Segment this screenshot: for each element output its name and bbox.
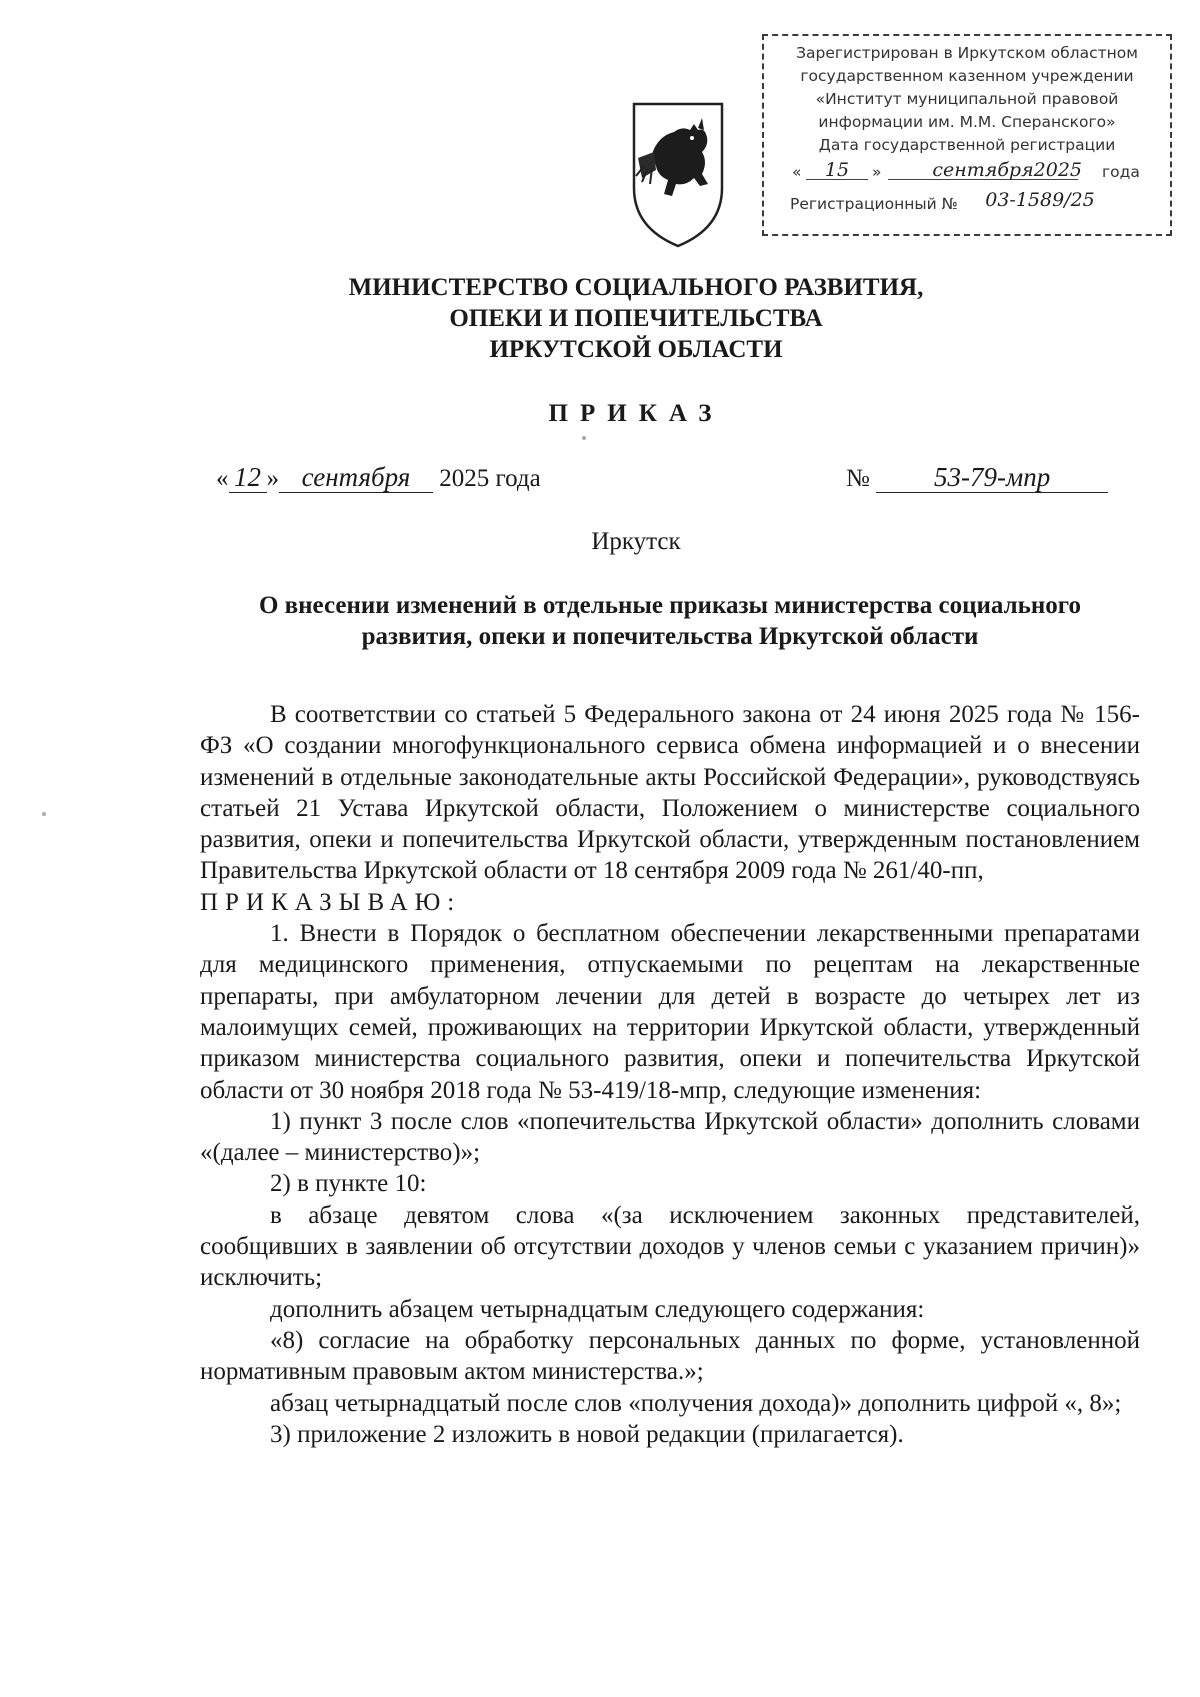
item-1-2-b-paragraph: дополнить абзацем четырнадцатым следующего содержания: [270, 1295, 925, 1323]
ministry-line: ИРКУТСКОЙ ОБЛАСТИ [489, 336, 783, 363]
registration-stamp [762, 34, 1172, 236]
stamp-quote-close: » [872, 163, 882, 181]
scan-speck [42, 812, 46, 816]
stamp-line: государственном казенном учреждении [800, 67, 1134, 85]
order-month: сентября [279, 462, 433, 493]
order-day: 12 [229, 462, 267, 493]
document-title [200, 590, 1140, 652]
item-1-1-paragraph: 1) пункт 3 после слов «попечительства Иркутской области» дополнить словами «(далее – министерство)»; [200, 1107, 1140, 1167]
stamp-quote-open: « [792, 163, 802, 181]
ministry-line: МИНИСТЕРСТВО СОЦИАЛЬНОГО РАЗВИТИЯ, [348, 274, 924, 301]
stamp-year: 2025 [1033, 159, 1082, 181]
stamp-reg-number: 03-1589/25 [985, 189, 1095, 211]
preamble-paragraph: В соответствии со статьей 5 Федерального закона от 24 июня 2025 года № 156-ФЗ «О создании многофункционального сервиса обмена информацией и о внесении изменений в отдельные законодательные акты Российской Федерации», руководствуясь статьей 21 Устава Иркутской области, Положением о министерстве социального развития, опеки и попечительства Иркутской области, утвержденным постановлением Правительства Иркутской области от 18 сентября 2009 года № 261/40-пп, [200, 701, 1140, 885]
stamp-date-row [764, 159, 1170, 189]
coat-of-arms-icon [628, 100, 728, 250]
order-number [846, 462, 1108, 493]
item-1-2-d-paragraph: абзац четырнадцатый после слов «получения дохода)» дополнить цифрой «, 8»; [270, 1389, 1122, 1417]
stamp-reg-row [764, 189, 1170, 219]
stamp-month: сентября [888, 159, 1078, 180]
prikazyvayu-heading: ПРИКАЗЫВАЮ: [200, 888, 462, 916]
order-year: 2025 года [439, 465, 541, 492]
item-1-3-paragraph: 3) приложение 2 изложить в новой редакции (прилагается). [270, 1420, 904, 1448]
item-1-paragraph: 1. Внести в Порядок о бесплатном обеспечении лекарственными препаратами для медицинского применения, отпускаемыми по рецептам на лекарственные препараты, при амбулаторном лечении для детей в возрасте до четырех лет из малоимущих семей, проживающих на территории Иркутской области, утвержденный приказом министерства социального развития, опеки и попечительства Иркутской области от 30 ноября 2018 года № 53-419/18-мпр, следующие изменения: [200, 920, 1140, 1104]
stamp-line: «Институт муниципальной правовой [815, 90, 1119, 108]
order-number-value: 53-79-мпр [876, 462, 1108, 493]
ministry-line: ОПЕКИ И ПОПЕЧИТЕЛЬСТВА [449, 305, 823, 332]
stamp-reg-label: Регистрационный № [790, 195, 958, 213]
title-line: О внесении изменений в отдельные приказы министерства социального [258, 592, 1082, 619]
stamp-line: Дата государственной регистрации [818, 136, 1116, 154]
document-body [200, 699, 1140, 1450]
item-1-2-c-paragraph: «8) согласие на обработку персональных данных по форме, установленной нормативным правовым актом министерства.»; [200, 1326, 1140, 1386]
order-date [216, 462, 541, 493]
item-1-2-paragraph: 2) в пункте 10: [270, 1170, 427, 1198]
title-line: развития, опеки и попечительства Иркутской области [361, 623, 979, 650]
scan-speck [582, 436, 586, 440]
ministry-name [0, 272, 1200, 365]
number-label: № [846, 465, 870, 492]
city: Иркутск [591, 528, 681, 555]
stamp-line: Зарегистрирован в Иркутском областном [796, 44, 1138, 62]
date-quote-open: « [216, 465, 229, 492]
document-type: ПРИКАЗ [548, 400, 724, 427]
stamp-line: информации им. М.М. Сперанского» [818, 113, 1116, 131]
item-1-2-a-paragraph: в абзаце девятом слова «(за исключением законных представителей, сообщивших в заявлении об отсутствии доходов у членов семьи с указанием причин)» исключить; [200, 1201, 1140, 1292]
date-quote-close: » [266, 465, 279, 492]
stamp-day: 15 [806, 159, 868, 180]
stamp-year-suffix: года [1102, 163, 1140, 181]
